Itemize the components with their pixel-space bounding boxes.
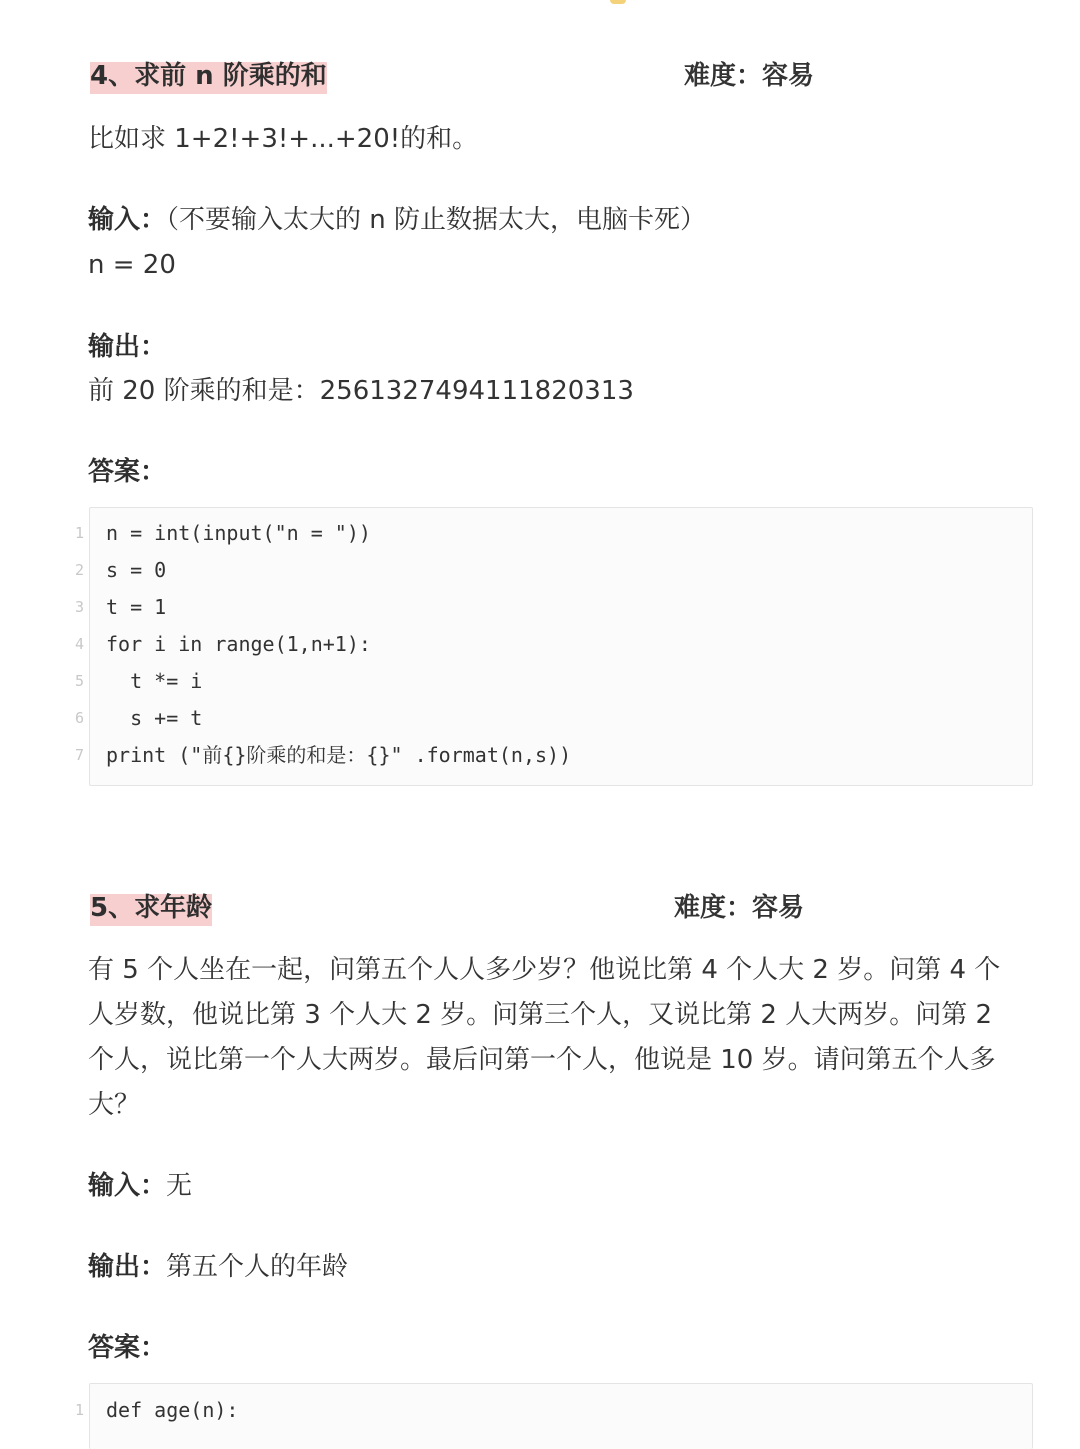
problem-4-description: 比如求 1+2!+3!+...+20!的和。 (88, 124, 479, 154)
problem-4-input-value: n = 20 (88, 250, 176, 280)
problem-5-description-line-2: 人岁数，他说比第 3 个人大 2 岁。问第三个人，又说比第 2 人大两岁。问第 2 (88, 1000, 993, 1030)
problem-4-header (88, 56, 1048, 100)
problem4-line-number: 1 (74, 524, 84, 542)
problem-4-answer-label (88, 450, 166, 494)
problem-5-description-line-4: 大？ (88, 1090, 141, 1120)
problem-5-input-label: 输入： (88, 1171, 167, 1201)
problem-5-description-line-1: 有 5 个人坐在一起，问第五个人人多少岁？他说比第 4 个人大 2 岁。问第 4 个 (88, 955, 1001, 985)
problem4-code-line (74, 737, 1032, 774)
problem-5-code-block (74, 1383, 1033, 1449)
problem4-code-line (74, 626, 1032, 663)
problem-5-answer-label-text: 答案： (88, 1333, 167, 1363)
problem-4-input-note: （不要输入太大的 n 防止数据太大，电脑卡死） (166, 205, 707, 235)
problem5-code-text: def age(n): (106, 1398, 239, 1422)
problem-4-output-label (88, 325, 166, 369)
problem4-code-text: n = int(input("n = ")) (106, 521, 371, 545)
problem-5-title-text: 5、求年龄 (90, 893, 213, 923)
problem-4-code-block (74, 507, 1033, 786)
problem4-code-text: s += t (106, 706, 203, 730)
problem4-code-text: print ("前{}阶乘的和是：{}" .format(n,s)) (106, 743, 572, 767)
problem-5-header (88, 888, 1048, 932)
problem4-line-number: 4 (74, 635, 84, 653)
problem4-code-line (74, 663, 1032, 700)
problem-4-output-label-text: 输出： (88, 332, 167, 362)
problem4-code-text: s = 0 (106, 558, 167, 582)
problem-4-title-text: 4、求前 n 阶乘的和 (90, 61, 327, 91)
problem-5-output-value: 第五个人的年龄 (166, 1252, 349, 1282)
problem-5-answer-label (88, 1326, 166, 1370)
problem4-code-line (74, 700, 1032, 737)
problem4-line-number: 2 (74, 561, 84, 579)
problem4-code-line (74, 515, 1032, 552)
problem-4-difficulty: 难度：容易 (684, 61, 815, 91)
problem-4-input-label: 输入： (88, 205, 167, 235)
problem5-code-line (74, 1392, 1032, 1429)
problem-5-output-label: 输出： (88, 1252, 167, 1282)
problem-5-description-line-3: 个人，说比第一个人大两岁。最后问第一个人，他说是 10 岁。请问第五个人多 (88, 1045, 996, 1075)
problem4-line-number: 6 (74, 709, 84, 727)
problem-4-title (88, 56, 329, 96)
problem4-code-text: for i in range(1,n+1): (106, 632, 371, 656)
problem-5-input-row (88, 1164, 192, 1208)
problem-5-output-row (88, 1245, 348, 1289)
problem4-line-number: 7 (74, 746, 84, 764)
problem5-line-number: 1 (74, 1401, 84, 1419)
problem4-code-text: t *= i (106, 669, 203, 693)
top-accent-decoration (610, 0, 626, 4)
problem4-code-line (74, 552, 1032, 589)
problem-5-difficulty: 难度：容易 (674, 893, 805, 923)
problem4-line-number: 5 (74, 672, 84, 690)
problem-4-input-row (88, 198, 706, 242)
problem-5-title (88, 888, 214, 928)
problem-5-input-value: 无 (166, 1171, 193, 1201)
problem-4-output-value: 前 20 阶乘的和是：2561327494111820313 (88, 376, 634, 406)
problem4-code-line (74, 589, 1032, 626)
problem4-code-text: t = 1 (106, 595, 167, 619)
problem-4-answer-label-text: 答案： (88, 457, 167, 487)
problem4-line-number: 3 (74, 598, 84, 616)
